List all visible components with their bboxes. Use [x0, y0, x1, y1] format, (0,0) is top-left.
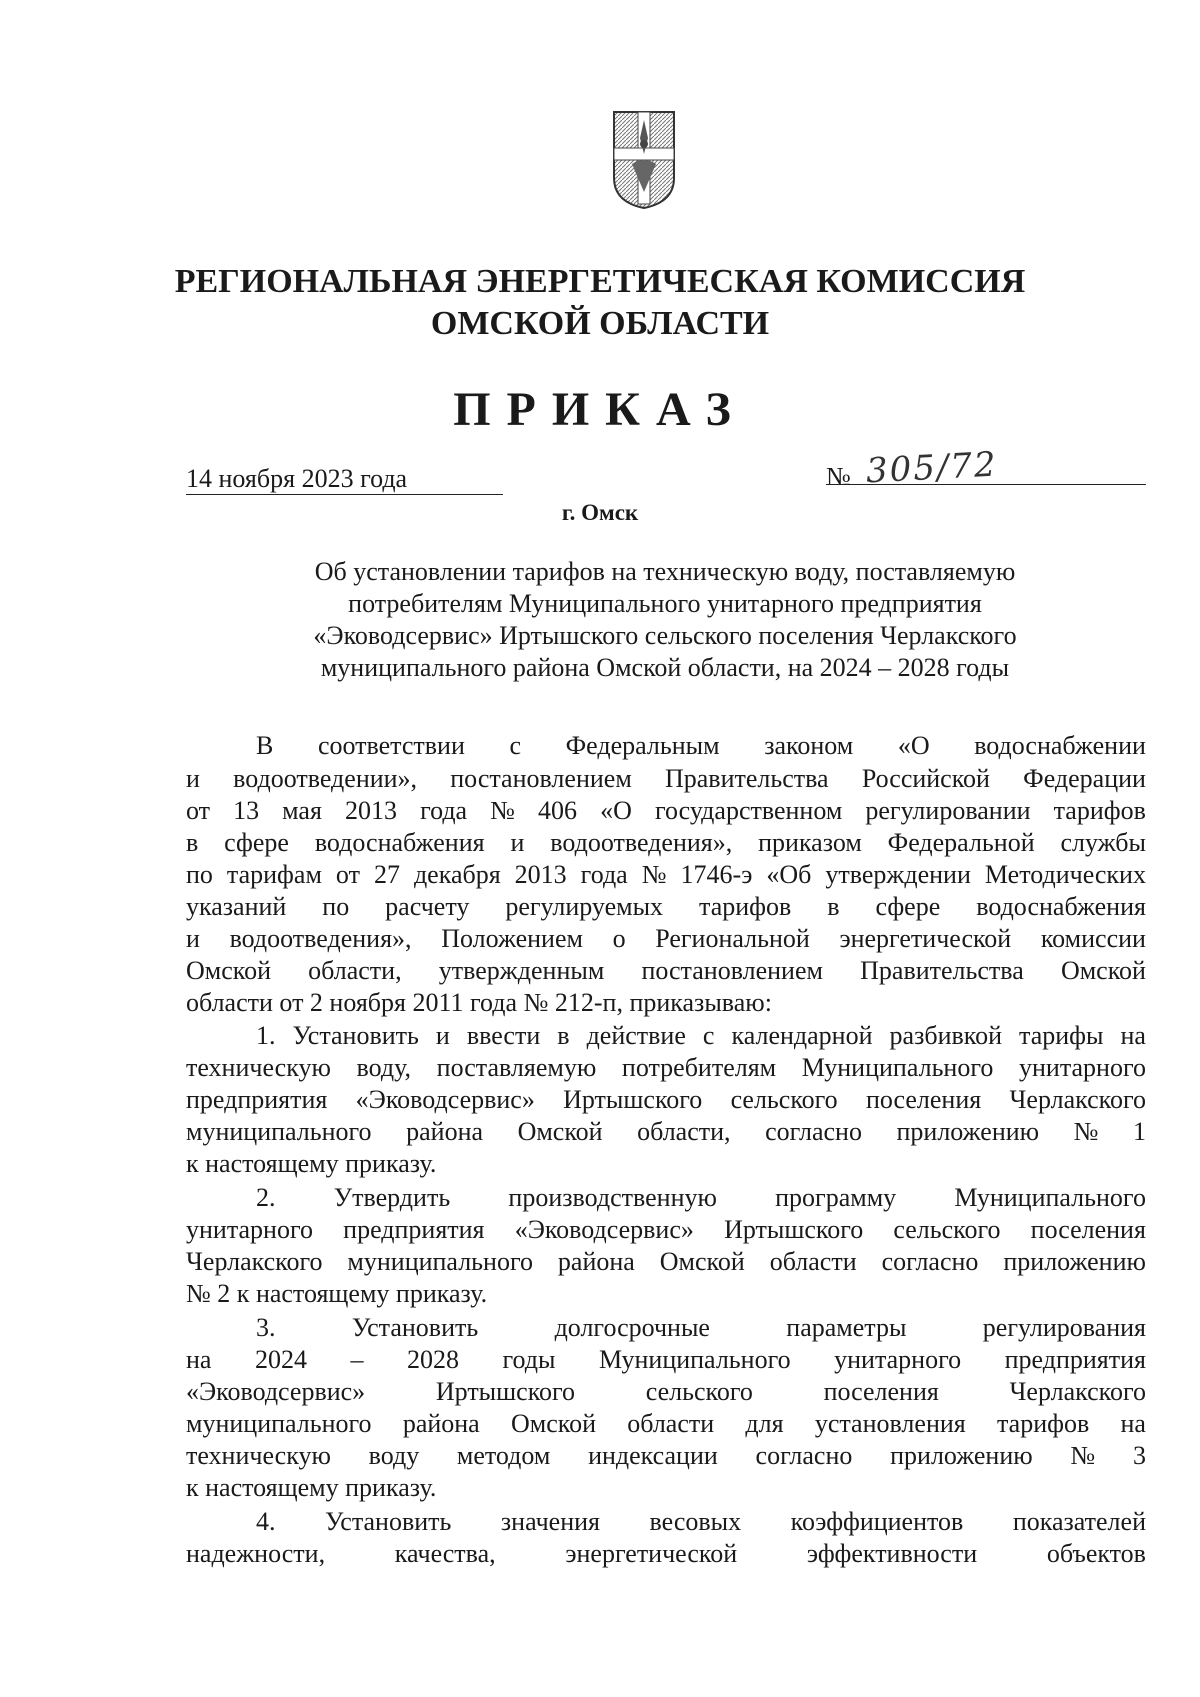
subject-line: муниципального района Омской области, на 2024 – 2028 годы	[320, 653, 1010, 682]
body-line: Черлакского муниципального района Омской области согласно приложению	[186, 1247, 1146, 1276]
coat-of-arms-emblem	[610, 108, 678, 210]
subject-line: потребителям Муниципального унитарного предприятия	[348, 589, 982, 618]
body-line: «Эководсервис» Иртышского сельского поселения Черлакского	[186, 1377, 1146, 1406]
body-line: по тарифам от 27 декабря 2013 года № 1746-э «Об утверждении Методических	[186, 860, 1146, 889]
order-number-handwritten: 305/72	[865, 444, 999, 492]
body-line: 3. Установить долгосрочные параметры регулирования	[256, 1313, 1146, 1342]
body-line: 1. Установить и ввести в действие с календарной разбивкой тарифы на	[256, 1021, 1146, 1050]
body-line: и водоотведения», Положением о Региональной энергетической комиссии	[186, 924, 1146, 953]
body-line: на 2024 – 2028 годы Муниципального унитарного предприятия	[186, 1345, 1146, 1374]
body-line: № 2 к настоящему приказу.	[186, 1279, 488, 1308]
body-line: области от 2 ноября 2011 года № 212-п, приказываю:	[186, 988, 772, 1017]
body-line: предприятия «Эководсервис» Иртышского сельского поселения Черлакского	[186, 1085, 1146, 1114]
body-line: техническую воду методом индексации согласно приложению № 3	[186, 1441, 1146, 1470]
body-line: 4. Установить значения весовых коэффициентов показателей	[256, 1507, 1146, 1536]
order-number-label: №	[826, 462, 851, 491]
body-line: к настоящему приказу.	[186, 1149, 437, 1178]
organization-name-line-2: ОМСКОЙ ОБЛАСТИ	[430, 305, 770, 342]
organization-name-line-1: РЕГИОНАЛЬНАЯ ЭНЕРГЕТИЧЕСКАЯ КОМИССИЯ	[174, 263, 1026, 300]
document-title: ПРИКАЗ	[453, 383, 747, 436]
body-line: от 13 мая 2013 года № 406 «О государственном регулировании тарифов	[186, 796, 1146, 825]
body-line: надежности, качества, энергетической эффективности объектов	[186, 1539, 1146, 1568]
body-line: В соответствии с Федеральным законом «О водоснабжении	[256, 731, 1146, 760]
body-line: Омской области, утвержденным постановлением Правительства Омской	[186, 956, 1146, 985]
subject-line: Об установлении тарифов на техническую воду, поставляемую	[314, 557, 1016, 586]
body-line: указаний по расчету регулируемых тарифов в сфере водоснабжения	[186, 892, 1146, 921]
body-line: в сфере водоснабжения и водоотведения», приказом Федеральной службы	[186, 828, 1146, 857]
date-underline	[186, 494, 503, 495]
body-line: муниципального района Омской области, согласно приложению № 1	[186, 1117, 1146, 1146]
body-line: техническую воду, поставляемую потребителям Муниципального унитарного	[186, 1053, 1146, 1082]
number-underline	[826, 484, 1146, 485]
body-line: унитарного предприятия «Эководсервис» Иртышского сельского поселения	[186, 1215, 1146, 1244]
city: г. Омск	[561, 500, 639, 525]
order-date: 14 ноября 2023 года	[186, 464, 408, 493]
body-line: 2. Утвердить производственную программу Муниципального	[256, 1183, 1146, 1212]
body-line: муниципального района Омской области для установления тарифов на	[186, 1409, 1146, 1438]
body-line: и водоотведении», постановлением Правительства Российской Федерации	[186, 764, 1146, 793]
subject-line: «Эководсервис» Иртышского сельского поселения Черлакского	[313, 621, 1017, 650]
body-line: к настоящему приказу.	[186, 1473, 437, 1502]
